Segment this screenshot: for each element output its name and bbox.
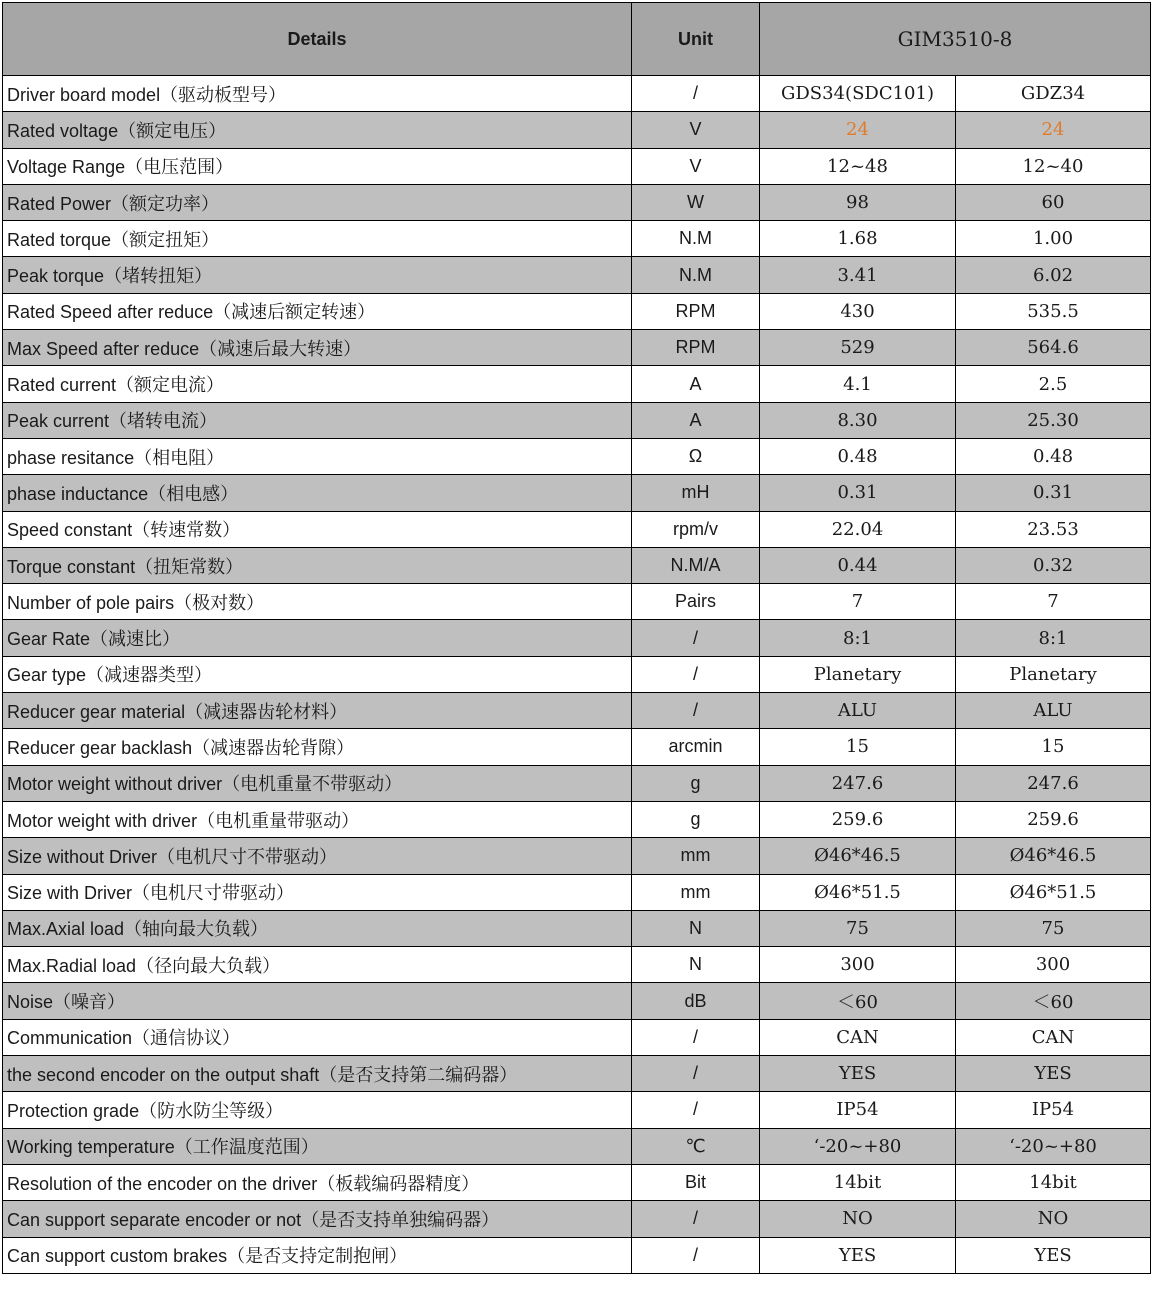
value-cell-gds34: YES (760, 1056, 956, 1092)
table-row (3, 366, 1151, 402)
detail-cell: Size without Driver（电机尺寸不带驱动） (3, 838, 632, 874)
table-body (3, 76, 1151, 1274)
table-row (3, 148, 1151, 184)
table-row (3, 1128, 1151, 1164)
table-row (3, 184, 1151, 220)
table-row (3, 293, 1151, 329)
value-cell-gds34: IP54 (760, 1092, 956, 1128)
detail-cell: Voltage Range（电压范围） (3, 148, 632, 184)
table-row (3, 838, 1151, 874)
unit-cell: g (632, 765, 760, 801)
value-cell-gdz34: 0.48 (956, 438, 1151, 474)
detail-cell: Gear Rate（减速比） (3, 620, 632, 656)
unit-cell: / (632, 1056, 760, 1092)
unit-cell: / (632, 620, 760, 656)
detail-cell: Noise（噪音） (3, 983, 632, 1019)
unit-cell: / (632, 76, 760, 112)
value-cell-gdz34: 0.31 (956, 475, 1151, 511)
unit-cell: / (632, 1237, 760, 1273)
value-cell-gds34: 0.31 (760, 475, 956, 511)
detail-cell: Peak torque（堵转扭矩） (3, 257, 632, 293)
unit-cell: N.M (632, 257, 760, 293)
unit-cell: / (632, 656, 760, 692)
value-cell-gds34: 22.04 (760, 511, 956, 547)
value-cell-gds34: 300 (760, 947, 956, 983)
value-cell-gds34: 529 (760, 330, 956, 366)
value-cell-gds34: 0.44 (760, 547, 956, 583)
unit-cell: / (632, 1201, 760, 1237)
table-row (3, 1164, 1151, 1200)
unit-cell: rpm/v (632, 511, 760, 547)
unit-cell: ℃ (632, 1128, 760, 1164)
table-row (3, 1019, 1151, 1055)
table-row (3, 330, 1151, 366)
detail-cell: Can support separate encoder or not（是否支持单独编码器） (3, 1201, 632, 1237)
table-row (3, 112, 1151, 148)
unit-cell: g (632, 801, 760, 837)
value-cell-gds34: 259.6 (760, 801, 956, 837)
detail-cell: Resolution of the encoder on the driver（板载编码器精度） (3, 1164, 632, 1200)
value-cell-gds34: Ø46*51.5 (760, 874, 956, 910)
table-row (3, 765, 1151, 801)
table-row (3, 801, 1151, 837)
unit-cell: A (632, 366, 760, 402)
unit-cell: Bit (632, 1164, 760, 1200)
value-cell-gdz34: 1.00 (956, 221, 1151, 257)
unit-cell: A (632, 402, 760, 438)
header-row (3, 3, 1151, 76)
detail-cell: Speed constant（转速常数） (3, 511, 632, 547)
table-row (3, 620, 1151, 656)
value-cell-gdz34: 564.6 (956, 330, 1151, 366)
detail-cell: Working temperature（工作温度范围） (3, 1128, 632, 1164)
detail-cell: Rated voltage（额定电压） (3, 112, 632, 148)
header-unit: Unit (632, 3, 760, 76)
unit-cell: V (632, 148, 760, 184)
value-cell-gdz34: 300 (956, 947, 1151, 983)
table-row (3, 693, 1151, 729)
value-cell-gdz34: ‘-20~+80 (956, 1128, 1151, 1164)
value-cell-gds34: ＜60 (760, 983, 956, 1019)
value-cell-gdz34: Ø46*51.5 (956, 874, 1151, 910)
value-cell-gds34: ALU (760, 693, 956, 729)
detail-cell: Reducer gear material（减速器齿轮材料） (3, 693, 632, 729)
value-cell-gds34: 14bit (760, 1164, 956, 1200)
value-cell-gds34: Ø46*46.5 (760, 838, 956, 874)
value-cell-gdz34: 535.5 (956, 293, 1151, 329)
unit-cell: N.M (632, 221, 760, 257)
value-cell-gdz34: 12~40 (956, 148, 1151, 184)
table-row (3, 221, 1151, 257)
table-row (3, 547, 1151, 583)
value-cell-gdz34: 60 (956, 184, 1151, 220)
value-cell-gdz34: ＜60 (956, 983, 1151, 1019)
detail-cell: Communication（通信协议） (3, 1019, 632, 1055)
value-cell-gdz34: 75 (956, 910, 1151, 946)
value-cell-gds34: NO (760, 1201, 956, 1237)
value-cell-gds34: 0.48 (760, 438, 956, 474)
detail-cell: the second encoder on the output shaft（是否支持第二编码器） (3, 1056, 632, 1092)
value-cell-gds34: 247.6 (760, 765, 956, 801)
value-cell-gdz34: 25.30 (956, 402, 1151, 438)
detail-cell: Motor weight with driver（电机重量带驱动） (3, 801, 632, 837)
table-row (3, 402, 1151, 438)
value-cell-gds34: 7 (760, 584, 956, 620)
value-cell-gds34: 15 (760, 729, 956, 765)
spec-table (2, 2, 1151, 1274)
detail-cell: Torque constant（扭矩常数） (3, 547, 632, 583)
table-row (3, 76, 1151, 112)
value-cell-gdz34: NO (956, 1201, 1151, 1237)
unit-cell: N (632, 947, 760, 983)
unit-cell: Ω (632, 438, 760, 474)
unit-cell: N (632, 910, 760, 946)
detail-cell: Reducer gear backlash（减速器齿轮背隙） (3, 729, 632, 765)
unit-cell: mH (632, 475, 760, 511)
table-row (3, 1201, 1151, 1237)
detail-cell: Rated Power（额定功率） (3, 184, 632, 220)
detail-cell: Rated current（额定电流） (3, 366, 632, 402)
table-row (3, 1237, 1151, 1273)
value-cell-gds34: 1.68 (760, 221, 956, 257)
value-cell-gdz34: 7 (956, 584, 1151, 620)
table-row (3, 584, 1151, 620)
unit-cell: RPM (632, 330, 760, 366)
value-cell-gds34: GDS34(SDC101) (760, 76, 956, 112)
unit-cell: / (632, 1019, 760, 1055)
unit-cell: mm (632, 838, 760, 874)
table-row (3, 729, 1151, 765)
detail-cell: Gear type（减速器类型） (3, 656, 632, 692)
detail-cell: Can support custom brakes（是否支持定制抱闸） (3, 1237, 632, 1273)
unit-cell: / (632, 693, 760, 729)
detail-cell: phase resitance（相电阻） (3, 438, 632, 474)
detail-cell: Motor weight without driver（电机重量不带驱动） (3, 765, 632, 801)
table-row (3, 475, 1151, 511)
value-cell-gdz34: CAN (956, 1019, 1151, 1055)
value-cell-gds34: ‘-20~+80 (760, 1128, 956, 1164)
detail-cell: Max Speed after reduce（减速后最大转速） (3, 330, 632, 366)
value-cell-gds34: 24 (760, 112, 956, 148)
unit-cell: dB (632, 983, 760, 1019)
value-cell-gdz34: 0.32 (956, 547, 1151, 583)
detail-cell: Rated torque（额定扭矩） (3, 221, 632, 257)
header-details: Details (3, 3, 632, 76)
table-row (3, 874, 1151, 910)
unit-cell: N.M/A (632, 547, 760, 583)
value-cell-gdz34: 14bit (956, 1164, 1151, 1200)
value-cell-gds34: 8.30 (760, 402, 956, 438)
value-cell-gds34: Planetary (760, 656, 956, 692)
value-cell-gdz34: 23.53 (956, 511, 1151, 547)
unit-cell: mm (632, 874, 760, 910)
table-row (3, 947, 1151, 983)
detail-cell: Size with Driver（电机尺寸带驱动） (3, 874, 632, 910)
value-cell-gdz34: 24 (956, 112, 1151, 148)
detail-cell: Number of pole pairs（极对数） (3, 584, 632, 620)
detail-cell: Peak current（堵转电流） (3, 402, 632, 438)
unit-cell: V (632, 112, 760, 148)
table-row (3, 656, 1151, 692)
value-cell-gds34: 98 (760, 184, 956, 220)
value-cell-gdz34: YES (956, 1237, 1151, 1273)
table-row (3, 438, 1151, 474)
header-model: GIM3510-8 (760, 3, 1151, 76)
table-row (3, 1056, 1151, 1092)
value-cell-gdz34: 15 (956, 729, 1151, 765)
unit-cell: / (632, 1092, 760, 1128)
detail-cell: Protection grade（防水防尘等级） (3, 1092, 632, 1128)
value-cell-gdz34: ALU (956, 693, 1151, 729)
value-cell-gds34: YES (760, 1237, 956, 1273)
value-cell-gds34: 430 (760, 293, 956, 329)
value-cell-gdz34: 259.6 (956, 801, 1151, 837)
value-cell-gdz34: 247.6 (956, 765, 1151, 801)
value-cell-gdz34: 8:1 (956, 620, 1151, 656)
unit-cell: W (632, 184, 760, 220)
table-row (3, 1092, 1151, 1128)
value-cell-gdz34: Planetary (956, 656, 1151, 692)
value-cell-gdz34: GDZ34 (956, 76, 1151, 112)
value-cell-gdz34: IP54 (956, 1092, 1151, 1128)
value-cell-gds34: 8:1 (760, 620, 956, 656)
value-cell-gds34: 3.41 (760, 257, 956, 293)
value-cell-gdz34: 6.02 (956, 257, 1151, 293)
value-cell-gdz34: YES (956, 1056, 1151, 1092)
value-cell-gds34: 4.1 (760, 366, 956, 402)
unit-cell: arcmin (632, 729, 760, 765)
detail-cell: Max.Radial load（径向最大负载） (3, 947, 632, 983)
table-header (3, 3, 1151, 76)
value-cell-gds34: 12~48 (760, 148, 956, 184)
detail-cell: Driver board model（驱动板型号） (3, 76, 632, 112)
value-cell-gds34: 75 (760, 910, 956, 946)
value-cell-gds34: CAN (760, 1019, 956, 1055)
value-cell-gdz34: 2.5 (956, 366, 1151, 402)
table-row (3, 910, 1151, 946)
detail-cell: Max.Axial load（轴向最大负载） (3, 910, 632, 946)
table-row (3, 511, 1151, 547)
detail-cell: phase inductance（相电感） (3, 475, 632, 511)
unit-cell: RPM (632, 293, 760, 329)
table-row (3, 257, 1151, 293)
value-cell-gdz34: Ø46*46.5 (956, 838, 1151, 874)
detail-cell: Rated Speed after reduce（减速后额定转速） (3, 293, 632, 329)
table-row (3, 983, 1151, 1019)
unit-cell: Pairs (632, 584, 760, 620)
